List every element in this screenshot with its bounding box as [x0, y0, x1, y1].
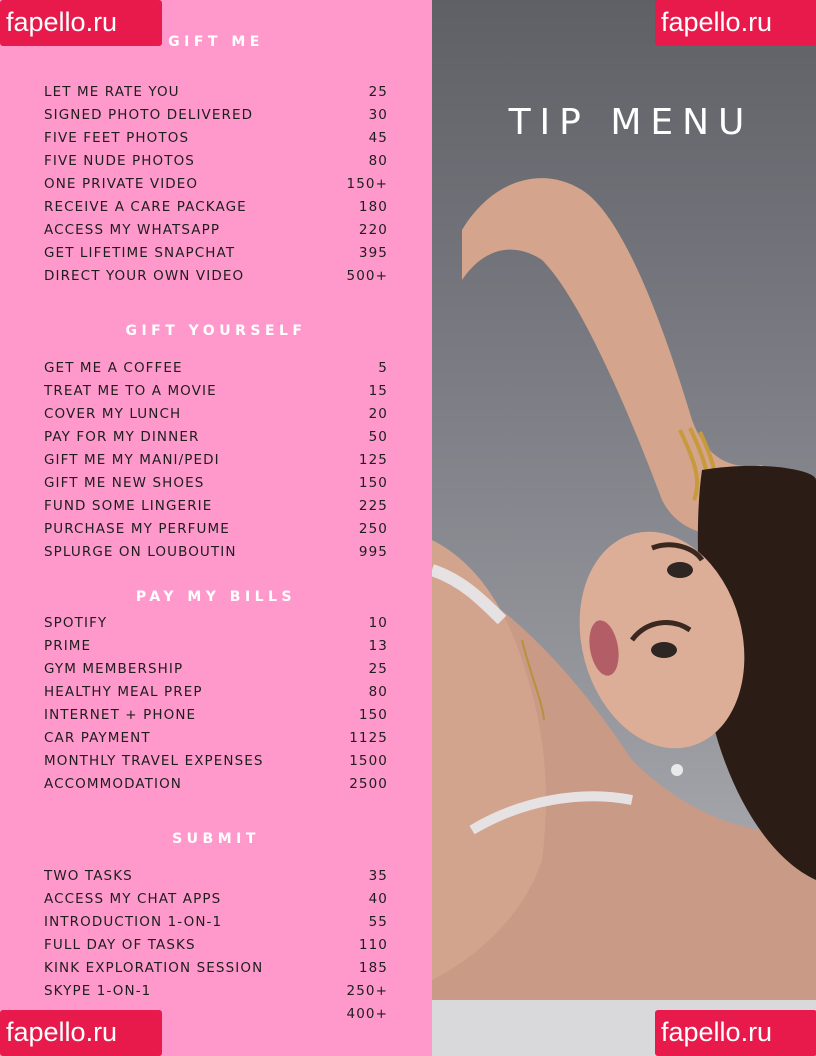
menu-item [44, 661, 388, 684]
item-name: SPLURGE ON LOUBOUTIN [44, 544, 237, 560]
section-title-gift-yourself: GIFT YOURSELF [125, 323, 307, 339]
item-name: FULL DAY OF TASKS [44, 937, 196, 953]
photo-panel [432, 0, 816, 1056]
item-name: ONE PRIVATE VIDEO [44, 176, 199, 192]
item-name: ACCESS MY CHAT APPS [44, 891, 222, 907]
menu-item [44, 776, 388, 799]
menu-item [44, 544, 388, 567]
item-name: ACCESS MY WHATSAPP [44, 222, 221, 238]
menu-item [44, 107, 388, 130]
menu-item [44, 452, 388, 475]
item-name: TWO TASKS [44, 868, 133, 884]
item-name: GIFT ME MY MANI/PEDI [44, 452, 220, 468]
item-price: 500+ [346, 268, 388, 284]
menu-item [44, 383, 388, 406]
item-price: 80 [368, 684, 388, 700]
item-price: 125 [358, 452, 388, 468]
item-price: 995 [358, 544, 388, 560]
item-price: 35 [368, 868, 388, 884]
item-price: 10 [368, 615, 388, 631]
item-name: PRIME [44, 638, 92, 654]
item-price: 220 [358, 222, 388, 238]
item-name: SKYPE 1-ON-1 [44, 983, 152, 999]
section-title-pay-my-bills: PAY MY BILLS [135, 589, 297, 605]
item-name: HEALTHY MEAL PREP [44, 684, 203, 700]
item-price: 25 [368, 661, 388, 677]
menu-item [44, 406, 388, 429]
item-name: GET LIFETIME SNAPCHAT [44, 245, 236, 261]
menu-item [44, 753, 388, 776]
section-title-submit: SUBMIT [172, 831, 260, 847]
item-name: FIVE FEET PHOTOS [44, 130, 190, 146]
menu-item [44, 960, 388, 983]
item-price: 400+ [346, 1006, 388, 1022]
item-price: 250 [358, 521, 388, 537]
item-price: 5 [378, 360, 388, 376]
menu-list-submit [44, 868, 388, 1029]
menu-item [44, 199, 388, 222]
item-name: KINK EXPLORATION SESSION [44, 960, 264, 976]
menu-item [44, 707, 388, 730]
item-name: MONTHLY TRAVEL EXPENSES [44, 753, 264, 769]
menu-list-gift-yourself [44, 360, 388, 567]
item-name: RECEIVE A CARE PACKAGE [44, 199, 247, 215]
item-name: ACCOMMODATION [44, 776, 182, 792]
item-name: INTERNET + PHONE [44, 707, 197, 723]
item-name: GYM MEMBERSHIP [44, 661, 184, 677]
item-price: 180 [358, 199, 388, 215]
item-name: FIVE NUDE PHOTOS [44, 153, 195, 169]
menu-item [44, 222, 388, 245]
menu-item [44, 684, 388, 707]
item-price: 150+ [346, 176, 388, 192]
item-name: SIGNED PHOTO DELIVERED [44, 107, 254, 123]
menu-item [44, 891, 388, 914]
menu-item [44, 983, 388, 1006]
item-price: 30 [368, 107, 388, 123]
menu-item [44, 868, 388, 891]
menu-item [44, 730, 388, 753]
menu-item [44, 475, 388, 498]
item-name: CAR PAYMENT [44, 730, 151, 746]
menu-item [44, 615, 388, 638]
item-name: DIRECT YOUR OWN VIDEO [44, 268, 245, 284]
item-price: 80 [368, 153, 388, 169]
item-price: 55 [368, 914, 388, 930]
item-price: 395 [358, 245, 388, 261]
menu-item [44, 268, 388, 291]
item-name: INTRODUCTION 1-ON-1 [44, 914, 223, 930]
watermark-top-right: fapello.ru [655, 0, 816, 46]
menu-list-pay-my-bills [44, 615, 388, 799]
item-name: COVER MY LUNCH [44, 406, 182, 422]
menu-item [44, 429, 388, 452]
menu-item [44, 130, 388, 153]
item-price: 13 [368, 638, 388, 654]
menu-item [44, 153, 388, 176]
item-price: 45 [368, 130, 388, 146]
item-price: 50 [368, 429, 388, 445]
menu-item [44, 84, 388, 107]
item-price: 110 [358, 937, 388, 953]
menu-item [44, 245, 388, 268]
item-price: 15 [368, 383, 388, 399]
watermark-bottom-left: fapello.ru [0, 1010, 162, 1056]
menu-item [44, 521, 388, 544]
item-price: 2500 [349, 776, 388, 792]
item-price: 1500 [349, 753, 388, 769]
item-name: PAY FOR MY DINNER [44, 429, 200, 445]
model-photo [432, 0, 816, 1056]
menu-item [44, 176, 388, 199]
item-name: FUND SOME LINGERIE [44, 498, 213, 514]
item-price: 20 [368, 406, 388, 422]
item-price: 225 [358, 498, 388, 514]
item-name: LET ME RATE YOU [44, 84, 180, 100]
item-price: 150 [358, 707, 388, 723]
menu-item [44, 937, 388, 960]
item-name: TREAT ME TO A MOVIE [44, 383, 217, 399]
item-price: 250+ [346, 983, 388, 999]
watermark-bottom-right: fapello.ru [655, 1010, 816, 1056]
menu-item [44, 914, 388, 937]
item-name: GIFT ME NEW SHOES [44, 475, 205, 491]
item-name: GET ME A COFFEE [44, 360, 183, 376]
watermark-top-left: fapello.ru [0, 0, 162, 46]
menu-list-gift-me [44, 84, 388, 291]
menu-item [44, 638, 388, 661]
section-title-gift-me: GIFT ME [168, 34, 264, 50]
item-price: 1125 [349, 730, 388, 746]
item-price: 185 [358, 960, 388, 976]
page-title: TIP MENU [508, 102, 754, 143]
menu-item [44, 498, 388, 521]
item-price: 40 [368, 891, 388, 907]
item-name: PURCHASE MY PERFUME [44, 521, 230, 537]
item-price: 150 [358, 475, 388, 491]
menu-item [44, 360, 388, 383]
item-name: SPOTIFY [44, 615, 108, 631]
item-price: 25 [368, 84, 388, 100]
